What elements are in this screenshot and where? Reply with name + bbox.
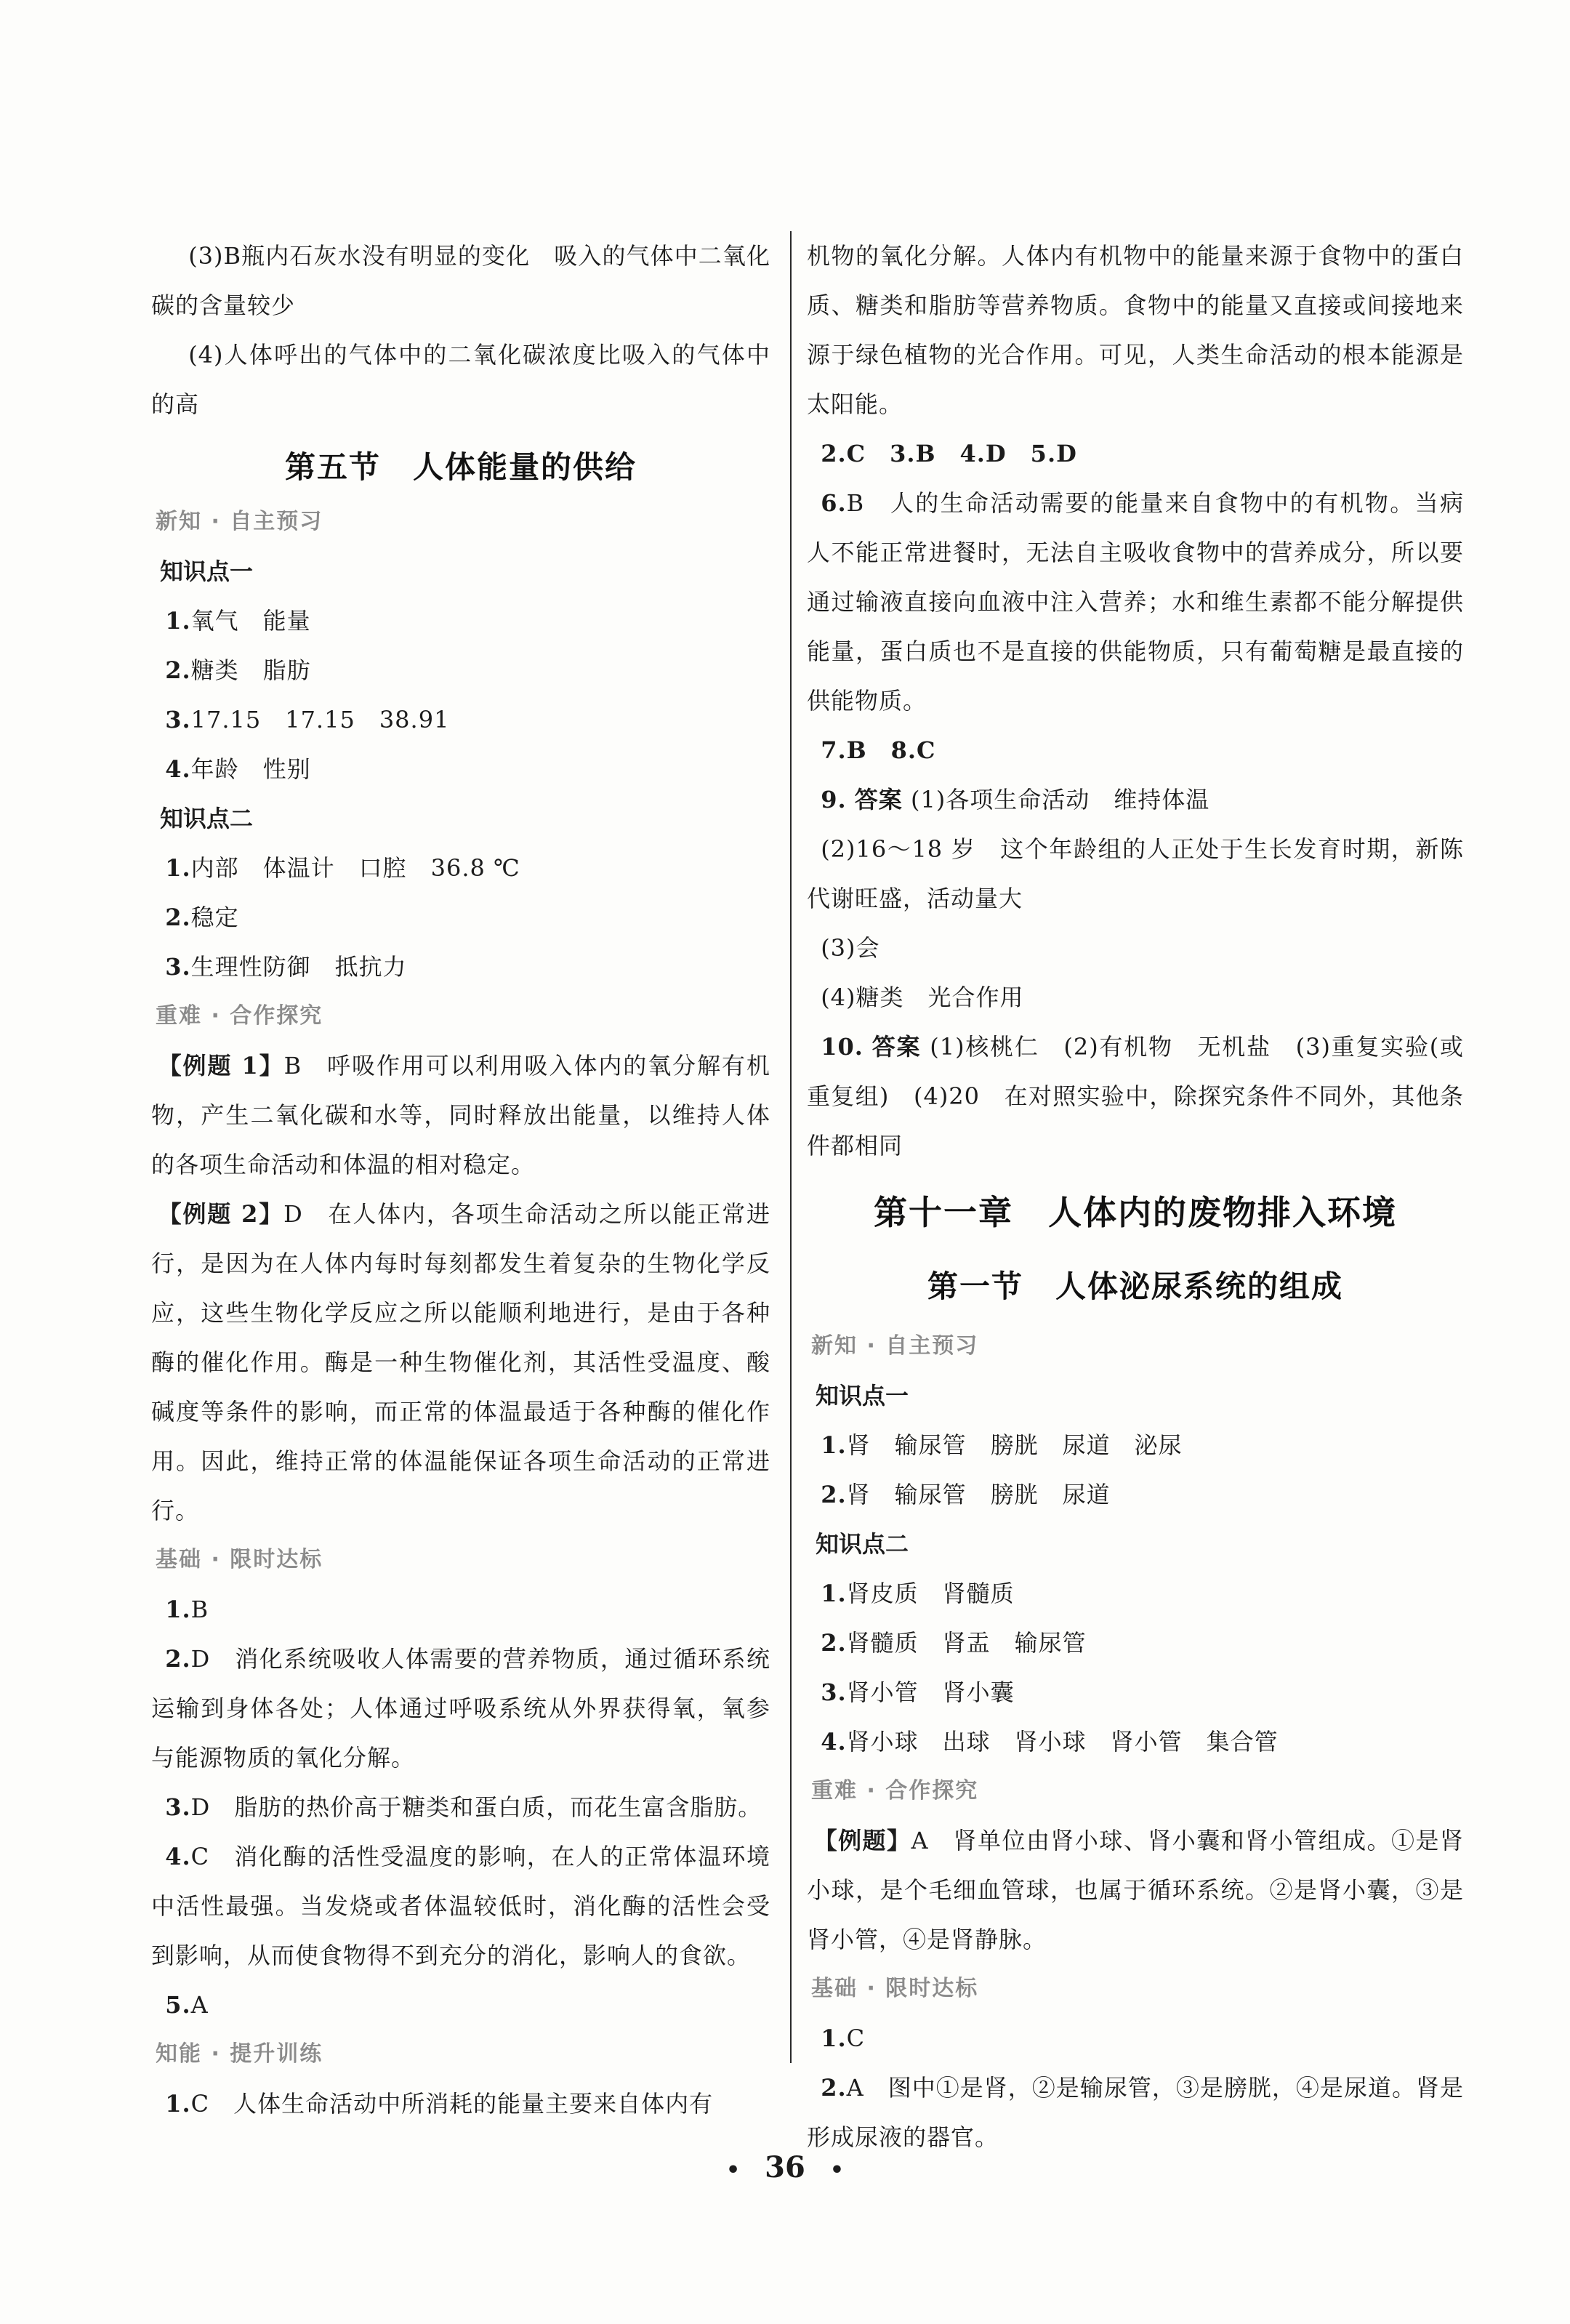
example-answer: 【例题 1】B 呼吸作用可以利用吸入体内的氧分解有机物，产生二氧化碳和水等，同时释放出能量，以维持人体的各项生命活动和体温的相对稳定。 [151, 1052, 770, 1178]
section-tag-jichu: 基础 · 限时达标 [156, 1547, 323, 1572]
answer-paragraph: (4)人体呼出的气体中的二氧化碳浓度比吸入的气体中的高 [151, 341, 770, 418]
section-tag-xinzhi: 新知 · 自主预习 [156, 509, 323, 534]
list-item: 4.C 消化酶的活性受温度的影响，在人的正常体温环境中活性最强。当发烧或者体温较低时，消化酶的活性会受到影响，从而使食物得不到充分的消化，影响人的食欲。 [151, 1843, 770, 1969]
list-item: 2.肾髓质 肾盂 输尿管 [821, 1629, 1087, 1657]
section-title: 第五节 人体能量的供给 [284, 449, 637, 485]
answer-paragraph: 机物的氧化分解。人体内有机物中的能量来源于食物中的蛋白质、糖类和脂肪等营养物质。食物中的能量又直接或间接地来源于绿色植物的光合作用。可见，人类生命活动的根本能源是太阳能。 [807, 242, 1464, 418]
list-item: 4.年龄 性别 [165, 755, 311, 783]
answer-paragraph: (2)16～18 岁 这个年龄组的人正处于生长发育时期，新陈代谢旺盛，活动量大 [807, 835, 1464, 912]
section-tag-xinzhi: 新知 · 自主预习 [811, 1333, 979, 1359]
list-item: 2.稳定 [165, 904, 239, 931]
section-tag-zhineng: 知能 · 提升训练 [156, 2041, 323, 2067]
list-item: 1.B [165, 1596, 209, 1623]
list-item: 2.A 图中①是肾，②是输尿管，③是膀胱，④是尿道。肾是形成尿液的器官。 [807, 2074, 1464, 2151]
page-number: • 36 • [725, 2150, 845, 2184]
list-item: 3.17.15 17.15 38.91 [165, 706, 450, 733]
section-tag-jichu: 基础 · 限时达标 [811, 1976, 979, 2001]
knowledge-point-heading: 知识点一 [160, 558, 254, 585]
list-item: 1.氧气 能量 [165, 607, 311, 635]
column-divider [790, 231, 792, 2063]
list-item: 2.糖类 脂肪 [165, 656, 311, 684]
list-item: 10. 答案 (1)核桃仁 (2)有机物 无机盐 (3)重复实验(或重复组) (4)20 在对照实验中，除探究条件不同外，其他条件都相同 [807, 1033, 1464, 1159]
knowledge-point-heading: 知识点一 [816, 1382, 909, 1410]
chapter-title: 第十一章 人体内的废物排入环境 [874, 1193, 1397, 1232]
answer-paragraph: (3)会 [821, 934, 880, 962]
section-tag-zhongnan: 重难 · 合作探究 [156, 1003, 323, 1029]
list-item: 2.D 消化系统吸收人体需要的营养物质，通过循环系统运输到身体各处；人体通过呼吸系统从外界获得氧，氧参与能源物质的氧化分解。 [151, 1645, 770, 1772]
list-item: 6.B 人的生命活动需要的能量来自食物中的有机物。当病人不能正常进餐时，无法自主吸收食物中的营养成分，所以要通过输液直接向血液中注入营养；水和维生素都不能分解提供能量，蛋白质也不是直接的供能物质，只有葡萄糖是最直接的供能物质。 [807, 489, 1464, 715]
list-item: 1.肾 输尿管 膀胱 尿道 泌尿 [821, 1431, 1183, 1459]
left-column [151, 231, 770, 2128]
bullet-dot: • [725, 2157, 741, 2183]
answer-line: 2.C 3.B 4.D 5.D [821, 440, 1077, 467]
list-item: 9. 答案 (1)各项生命活动 维持体温 [821, 786, 1210, 813]
right-column [807, 231, 1464, 2162]
knowledge-point-heading: 知识点二 [160, 805, 254, 832]
answer-paragraph: (4)糖类 光合作用 [821, 984, 1024, 1011]
list-item: 5.A [165, 1991, 209, 2019]
example-answer: 【例题 2】D 在人体内，各项生命活动之所以能正常进行，是因为在人体内每时每刻都发生着复杂的生物化学反应，这些生物化学反应之所以能顺利地进行，是由于各种酶的催化作用。酶是一种生物催化剂，其活性受温度、酸碱度等条件的影响，而正常的体温最适于各种酶的催化作用。因此，维持正常的体温能保证各项生命活动的正常进行。 [151, 1200, 770, 1524]
list-item: 1.C 人体生命活动中所消耗的能量主要来自体内有 [165, 2090, 714, 2118]
list-item: 4.肾小球 出球 肾小球 肾小管 集合管 [821, 1728, 1279, 1756]
bullet-dot: • [829, 2157, 845, 2183]
list-item: 1.肾皮质 肾髓质 [821, 1580, 1015, 1607]
list-item: 2.肾 输尿管 膀胱 尿道 [821, 1481, 1111, 1508]
example-answer: 【例题】A 肾单位由肾小球、肾小囊和肾小管组成。①是肾小球，是个毛细血管球，也属于循环系统。②是肾小囊，③是肾小管，④是肾静脉。 [807, 1827, 1464, 1953]
list-item: 1.C [821, 2025, 866, 2052]
answer-paragraph: (3)B瓶内石灰水没有明显的变化 吸入的气体中二氧化碳的含量较少 [151, 242, 770, 319]
section-tag-zhongnan: 重难 · 合作探究 [811, 1778, 979, 1804]
answer-line: 7.B 8.C [821, 736, 936, 764]
list-item: 3.生理性防御 抵抗力 [165, 953, 407, 981]
list-item: 3.肾小管 肾小囊 [821, 1678, 1015, 1706]
section-title: 第一节 人体泌尿系统的组成 [927, 1268, 1343, 1304]
list-item: 1.内部 体温计 口腔 36.8 ℃ [165, 854, 520, 882]
knowledge-point-heading: 知识点二 [816, 1530, 909, 1558]
list-item: 3.D 脂肪的热价高于糖类和蛋白质，而花生富含脂肪。 [165, 1793, 762, 1821]
